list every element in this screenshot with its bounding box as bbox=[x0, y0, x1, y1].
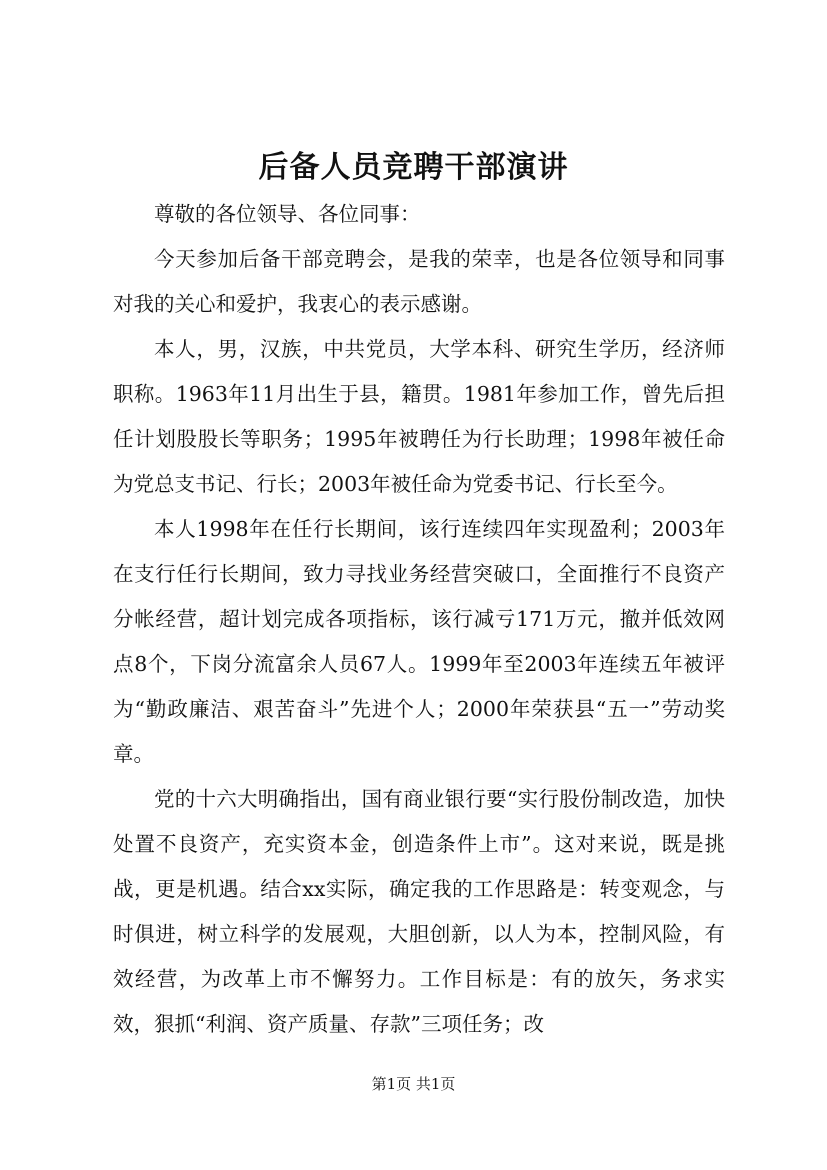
body-paragraph: 本人，男，汉族，中共党员，大学本科、研究生学历，经济师职称。1963年11月出生于县，籍贯。1981年参加工作，曾先后担任计划股股长等职务；1995年被聘任为行长助理；1998年被任命为党总支书记、行长；2003年被任命为党委书记、行长至今。 bbox=[113, 337, 725, 496]
body-paragraph: 本人1998年在任行长期间，该行连续四年实现盈利；2003年在支行任行长期间，致力寻找业务经营突破口，全面推行不良资产分帐经营，超计划完成各项指标，该行减亏171万元，撤并低效网点8个，下岗分流富余人员67人。1999年至2003年连续五年被评为“勤政廉洁、艰苦奋斗”先进个人；2000年荣获县“五一”劳动奖章。 bbox=[113, 517, 725, 766]
body-paragraph: 党的十六大明确指出，国有商业银行要“实行股份制改造，加快处置不良资产，充实资本金，创造条件上市”。这对来说，既是挑战，更是机遇。结合xx实际，确定我的工作思路是：转变观念，与时俱进，树立科学的发展观，大胆创新，以人为本，控制风险，有效经营，为改革上市不懈努力。工作目标是：有的放矢，务求实效，狠抓“利润、资产质量、存款”三项任务；改 bbox=[113, 787, 725, 1036]
page-footer: 第1页 共1页 bbox=[371, 1075, 456, 1093]
body-paragraph: 今天参加后备干部竞聘会，是我的荣幸，也是各位领导和同事对我的关心和爱护，我衷心的表示感谢。 bbox=[113, 247, 725, 316]
salutation-paragraph: 尊敬的各位领导、各位同事： bbox=[154, 202, 421, 226]
document-body bbox=[113, 192, 725, 1047]
document-title: 后备人员竞聘干部演讲 bbox=[258, 150, 569, 185]
